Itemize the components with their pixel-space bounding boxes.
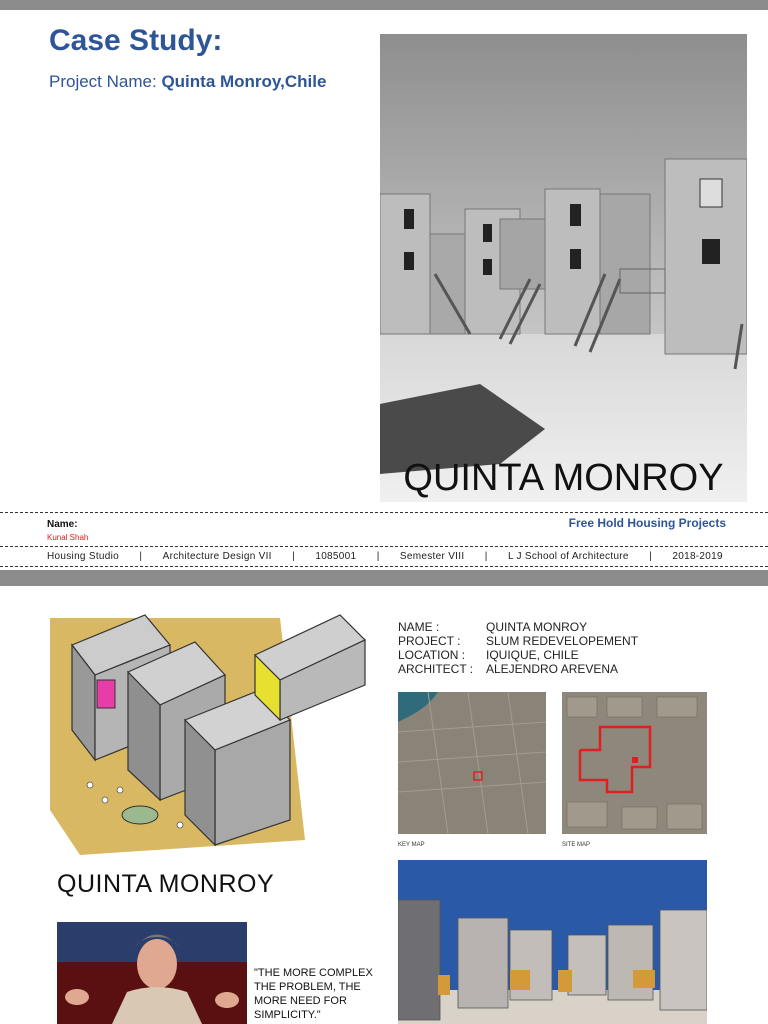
footer-item: L J School of Architecture — [507, 551, 629, 562]
project-photo-color — [398, 860, 707, 1024]
project-title: QUINTA MONROY — [57, 870, 275, 898]
footer-item: Architecture Design VII — [162, 551, 272, 562]
project-name: Quinta Monroy,Chile — [161, 72, 327, 91]
info-key: NAME : — [398, 620, 440, 634]
divider-middle — [0, 546, 768, 547]
name-value: Kunal Shah — [47, 533, 89, 542]
key-map-caption: KEY MAP — [398, 842, 425, 848]
project-name-line — [49, 72, 326, 92]
cover-title: QUINTA MONROY — [403, 457, 724, 499]
slide-overview — [0, 586, 768, 1024]
project-info — [398, 620, 638, 676]
info-row-architect — [398, 662, 638, 676]
footer-separator: | — [292, 551, 295, 562]
info-key: PROJECT : — [398, 634, 461, 648]
viewer-top-bar — [0, 0, 768, 10]
footer-item: Semester VIII — [399, 551, 465, 562]
footer-separator: | — [649, 551, 653, 562]
footer-info — [47, 551, 723, 562]
info-row-location — [398, 648, 638, 662]
info-value: ALEJENDRO AREVENA — [486, 662, 619, 676]
page-gap — [0, 570, 768, 586]
footer-item: Housing Studio — [47, 551, 120, 562]
page-title: Case Study: — [49, 24, 223, 57]
footer-item: 1085001 — [315, 551, 357, 562]
site-map-caption: SITE MAP — [562, 842, 591, 848]
footer-separator: | — [376, 551, 380, 562]
footer-separator: | — [139, 551, 143, 562]
info-key: LOCATION : — [398, 648, 466, 662]
slide-cover — [0, 10, 768, 570]
axonometric-sketch — [50, 610, 370, 860]
info-row-name — [398, 620, 638, 634]
info-key: ARCHITECT : — [398, 662, 474, 676]
divider-bottom — [0, 566, 768, 567]
project-label: Project Name: — [49, 72, 157, 91]
architect-quote: "THE MORE COMPLEX THE PROBLEM, THE MORE NEED FOR SIMPLICITY." — [254, 967, 373, 1021]
divider-top — [0, 512, 768, 513]
cover-photo — [380, 34, 747, 502]
footer-item: 2018-2019 — [672, 551, 723, 562]
name-label: Name: — [47, 519, 78, 530]
info-value: IQUIQUE, CHILE — [486, 648, 579, 662]
footer-separator: | — [484, 551, 488, 562]
site-map-image — [562, 692, 707, 834]
info-value: QUINTA MONROY — [486, 620, 588, 634]
info-value: SLUM REDEVELOPEMENT — [486, 634, 639, 648]
key-map-image — [398, 692, 546, 834]
info-row-project — [398, 634, 638, 648]
tagline: Free Hold Housing Projects — [568, 516, 726, 530]
architect-photo — [57, 922, 247, 1024]
